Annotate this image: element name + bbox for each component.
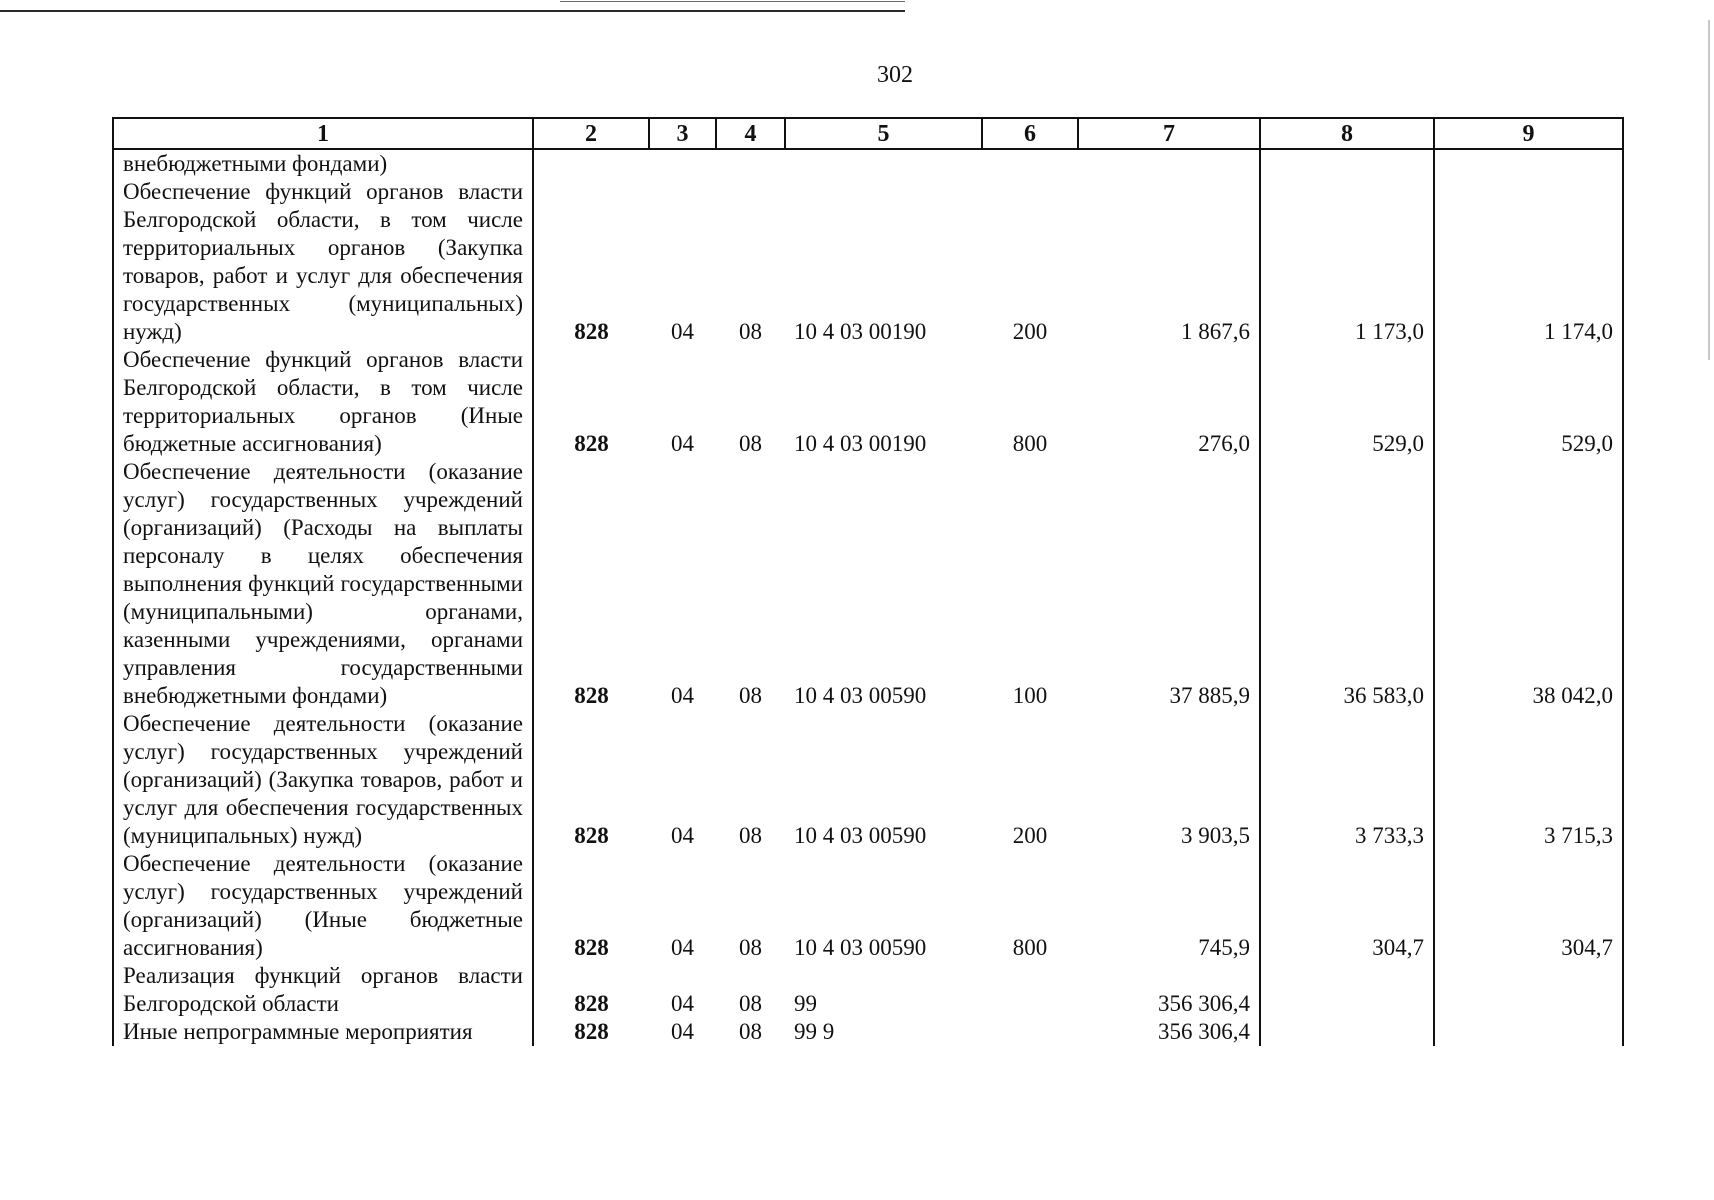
cell-subsection: 08 (739, 935, 762, 960)
cell-section: 04 (671, 991, 694, 1016)
table-body (113, 149, 1623, 1046)
cell-section: 04 (671, 1019, 694, 1044)
cell-amount-8 (1260, 149, 1434, 178)
column-header: 6 (982, 118, 1078, 149)
cell-name: Обеспечение деятельности (оказание услуг) государственных учреждений (организаций) (Иные бюджетные ассигнования) (113, 850, 533, 962)
cell-amount-7: 356 306,4 (1078, 962, 1260, 1018)
cell-amount-8: 3 733,3 (1260, 710, 1434, 850)
cell-admin-code: 828 (533, 346, 649, 458)
cell-expense-type (982, 962, 1078, 1018)
cell-section: 04 (671, 935, 694, 960)
cell-target-article: 10 4 03 00190 (794, 431, 927, 456)
column-header: 2 (533, 118, 649, 149)
cell-amount-8 (1260, 1018, 1434, 1046)
cell-section: 04 (671, 823, 694, 848)
cell-amount-9: 304,7 (1434, 850, 1623, 962)
cell-amount-7: 356 306,4 (1078, 1018, 1260, 1046)
cell-amount-9: 38 042,0 (1434, 458, 1623, 710)
cell-expense-type: 800 (1012, 431, 1048, 456)
cell-amount-8 (1260, 962, 1434, 1018)
cell-amount-8: 36 583,0 (1260, 458, 1434, 710)
cell-subsection: 08 (739, 823, 762, 848)
cell-amount-9 (1434, 962, 1623, 1018)
cell-name: Обеспечение деятельности (оказание услуг) государственных учреждений (организаций) (Расходы на выплаты персоналу в целях обеспечения выполнения функций государственными (муниципальными) органами, казенными учреждениями, органами управления государственными внебюджетными фондами) (113, 458, 533, 710)
table-row (113, 710, 1623, 850)
cell-name: Обеспечение функций органов власти Белгородской области, в том числе территориальных органов (Иные бюджетные ассигнования) (113, 346, 533, 458)
cell-name: Обеспечение функций органов власти Белгородской области, в том числе территориальных органов (Закупка товаров, работ и услуг для обеспечения государственных (муниципальных) нужд) (113, 178, 533, 346)
cell-admin-code: 828 (533, 178, 649, 346)
cell-amount-9 (1434, 149, 1623, 178)
cell-expense-type: 800 (1012, 935, 1048, 960)
cell-subsection (716, 149, 785, 178)
scan-artifact-line (560, 1, 905, 2)
cell-target-article: 99 (794, 991, 817, 1016)
cell-admin-code: 828 (533, 962, 649, 1018)
cell-expense-type (982, 1018, 1078, 1046)
cell-name: Реализация функций органов власти Белгородской области (113, 962, 533, 1018)
cell-amount-9 (1434, 1018, 1623, 1046)
cell-amount-7 (1078, 149, 1260, 178)
cell-section (649, 149, 716, 178)
cell-amount-8: 1 173,0 (1260, 178, 1434, 346)
table-row (113, 149, 1623, 178)
table-row (113, 458, 1623, 710)
column-header: 5 (785, 118, 982, 149)
cell-amount-7: 1 867,6 (1078, 178, 1260, 346)
cell-target-article: 99 9 (794, 1019, 835, 1044)
cell-target-article: 10 4 03 00590 (794, 935, 927, 960)
cell-expense-type: 200 (1012, 823, 1048, 848)
cell-amount-9: 529,0 (1434, 346, 1623, 458)
cell-subsection: 08 (739, 431, 762, 456)
cell-admin-code (533, 149, 649, 178)
cell-amount-8: 529,0 (1260, 346, 1434, 458)
cell-subsection: 08 (739, 683, 762, 708)
scan-artifact-line (0, 10, 905, 12)
cell-section: 04 (671, 683, 694, 708)
cell-subsection: 08 (739, 319, 762, 344)
table-row (113, 346, 1623, 458)
table-row (113, 178, 1623, 346)
column-header: 7 (1078, 118, 1260, 149)
cell-admin-code: 828 (533, 458, 649, 710)
cell-target-article (785, 149, 982, 178)
cell-amount-9: 3 715,3 (1434, 710, 1623, 850)
cell-target-article: 10 4 03 00590 (794, 683, 927, 708)
cell-amount-8: 304,7 (1260, 850, 1434, 962)
page-number: 302 (877, 62, 913, 88)
cell-name: Иные непрограммные мероприятия (113, 1018, 533, 1046)
cell-target-article: 10 4 03 00590 (794, 823, 927, 848)
table-row (113, 962, 1623, 1018)
cell-section: 04 (671, 431, 694, 456)
table-row (113, 850, 1623, 962)
cell-admin-code: 828 (533, 850, 649, 962)
cell-section: 04 (671, 319, 694, 344)
table-row (113, 1018, 1623, 1046)
cell-expense-type: 200 (1012, 319, 1048, 344)
cell-subsection: 08 (739, 1019, 762, 1044)
cell-amount-7: 745,9 (1078, 850, 1260, 962)
cell-subsection: 08 (739, 991, 762, 1016)
cell-target-article: 10 4 03 00190 (794, 319, 927, 344)
column-header: 9 (1434, 118, 1623, 149)
cell-expense-type: 100 (1012, 683, 1048, 708)
cell-amount-7: 3 903,5 (1078, 710, 1260, 850)
cell-admin-code: 828 (533, 710, 649, 850)
cell-amount-7: 37 885,9 (1078, 458, 1260, 710)
cell-amount-7: 276,0 (1078, 346, 1260, 458)
column-header: 3 (649, 118, 716, 149)
budget-table (112, 117, 1624, 1046)
column-header: 1 (113, 118, 533, 149)
cell-amount-9: 1 174,0 (1434, 178, 1623, 346)
cell-admin-code: 828 (533, 1018, 649, 1046)
cell-name: внебюджетными фондами) (113, 149, 533, 178)
column-header: 4 (716, 118, 785, 149)
column-header: 8 (1260, 118, 1434, 149)
cell-name: Обеспечение деятельности (оказание услуг) государственных учреждений (организаций) (Закупка товаров, работ и услуг для обеспечения государственных (муниципальных) нужд) (113, 710, 533, 850)
table-header-row (113, 118, 1623, 149)
cell-expense-type (982, 149, 1078, 178)
